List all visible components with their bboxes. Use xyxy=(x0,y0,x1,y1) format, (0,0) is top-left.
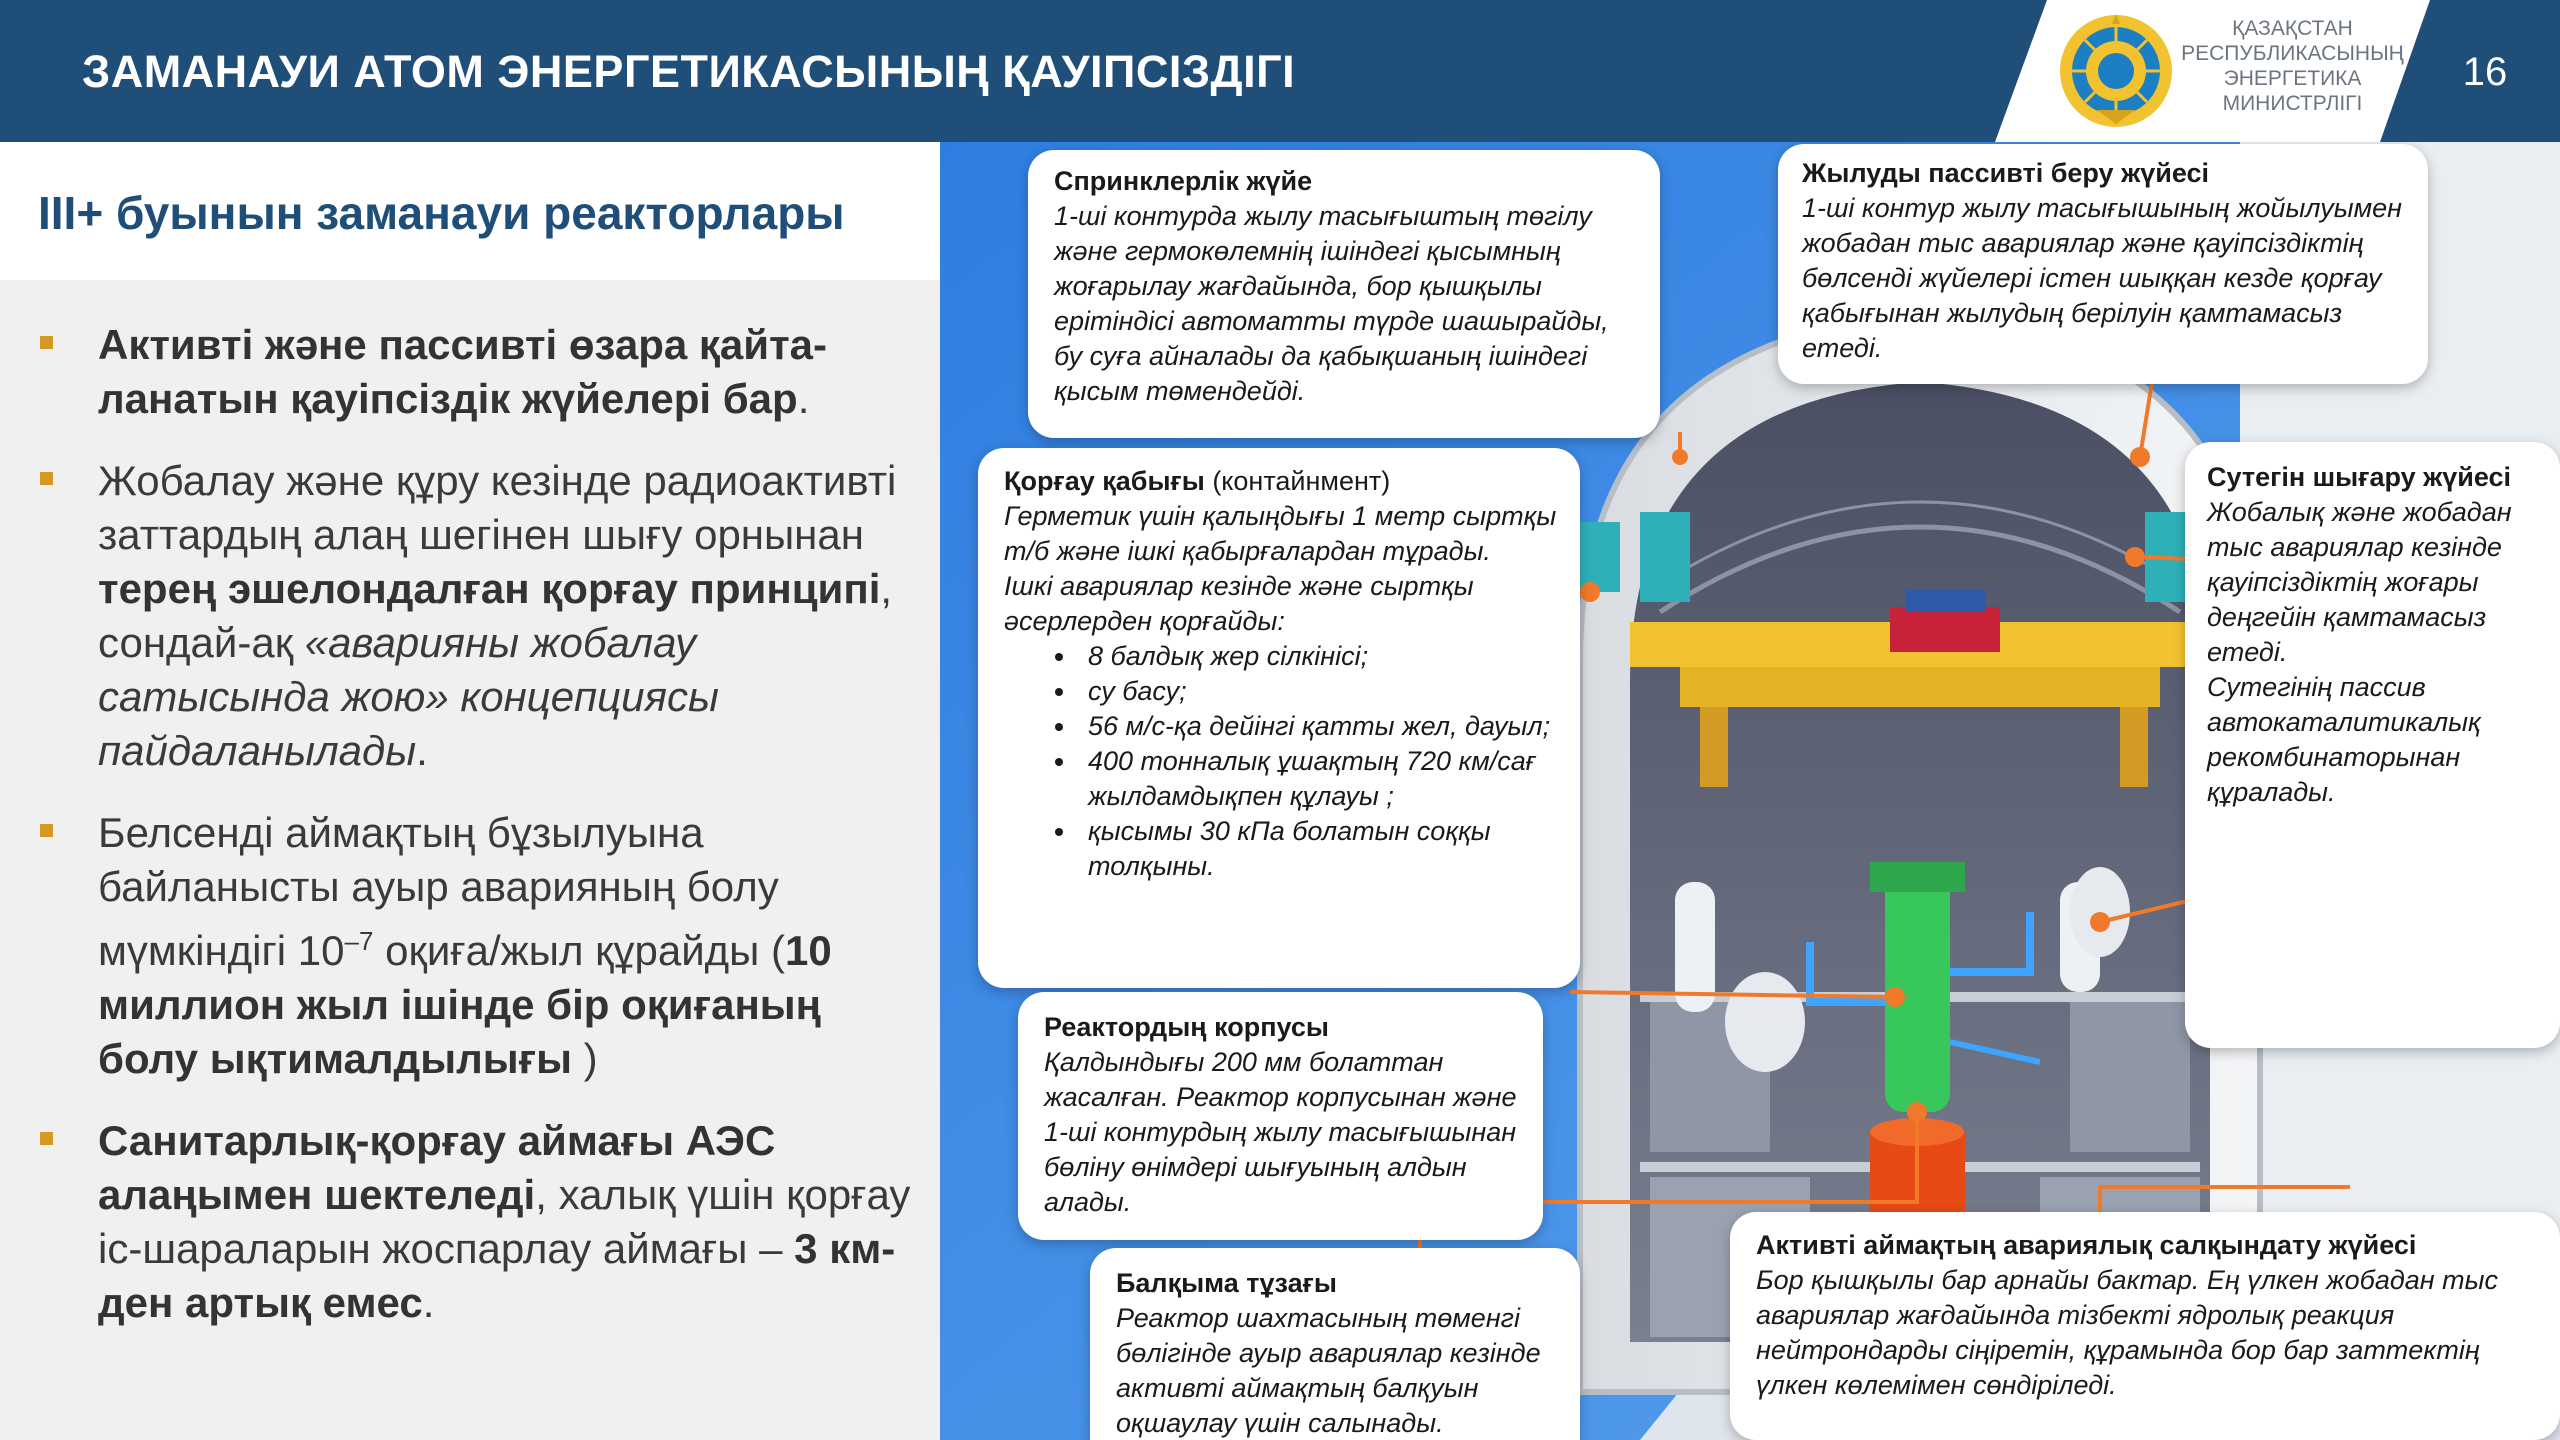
bullet-2-text: Жобалау және құру кезінде радиоактивті заттардың алаң шегінен шығу орнынан xyxy=(98,457,897,558)
callout-sprinkler-system xyxy=(1028,150,1660,438)
reactor-diagram xyxy=(940,142,2560,1440)
containment-hazard-list xyxy=(1004,639,1560,884)
bullet-3-text-2: оқиға/жыл құрайды ( xyxy=(373,927,786,974)
bullet-item-1 xyxy=(0,318,920,426)
slide-number: 16 xyxy=(2462,50,2508,94)
callout-body: Қалдындығы 200 мм болаттан жасалған. Реактор корпусынан және 1-ші контурдың жылу тасығышынан бөліну өнімдері шығуының алдын алады. xyxy=(1044,1047,1517,1217)
callout-title-extra: (контайнмент) xyxy=(1204,466,1391,496)
bullet-4-bold-2: 3 км-ден артық емес xyxy=(98,1225,896,1326)
bullet-2-italic: «аварияны жобалау сатысында жою» концепциясы пайдаланылады xyxy=(98,619,719,774)
callout-title: Сутегін шығару жүйесі xyxy=(2207,462,2512,492)
bullet-list xyxy=(0,318,920,1358)
bullet-2-text-2: , сондай-ақ xyxy=(98,565,893,666)
bullet-item-4 xyxy=(0,1114,920,1330)
callout-body: 1-ші контурда жылу тасығыштың төгілу және гермокөлемнің ішіндегі қысымның жоғарылау жағдайында, бор қышқылы ерітіндісі автоматты түрде шашырайды, бу суға айналады да қабықшаның ішіндегі қысым төмендейді. xyxy=(1054,201,1609,406)
bullet-4-bold: Санитарлық-қорғау аймағы АЭС алаңымен шектеледі xyxy=(98,1117,776,1218)
page-title: ЗАМАНАУИ АТОМ ЭНЕРГЕТИКАСЫНЫҢ ҚАУІПСІЗДІГІ xyxy=(82,46,1296,97)
callout-body: Бор қышқылы бар арнайы бактар. Ең үлкен жобадан тыс авариялар жағдайында тізбекті ядролық реакция нейтрондарды сіңіретін, құрамында бор бар заттектің үлкен көлемімен сөндіріледі. xyxy=(1756,1265,2499,1400)
ministry-line-4: МИНИСТРЛІГІ xyxy=(2222,92,2363,115)
callout-passive-heat-removal xyxy=(1778,144,2428,384)
bullet-1-bold: Активті және пассивті өзара қайталанатын қауіпсіздік жүйелері бар xyxy=(98,321,828,422)
callout-title: Активті аймақтың авариялық салқындату жүйесі xyxy=(1756,1230,2417,1260)
list-item: • су басу; xyxy=(1078,674,1560,709)
list-item: • 56 м/с-қа дейінгі қатты жел, дауыл; xyxy=(1078,709,1560,744)
ministry-line-2: РЕСПУБЛИКАСЫНЫҢ xyxy=(2181,42,2404,65)
callout-body: 1-ші контур жылу тасығышының жойылуымен жобадан тыс авариялар және қауіпсіздіктің бөлсенді жүйелері істен шыққан кезде қорғау қабығынан жылудың берілуін қамтамасыз етеді. xyxy=(1802,193,2402,363)
callout-containment xyxy=(978,448,1580,988)
callout-hydrogen-removal xyxy=(2185,442,2560,1048)
bullet-marker-icon xyxy=(40,824,53,837)
callout-title: Реактордың корпусы xyxy=(1044,1012,1329,1042)
callout-emergency-core-cooling xyxy=(1730,1212,2560,1440)
bullet-3-text: Белсенді аймақтың бұзылуына байланысты ауыр аварияның болу мүмкіндігі 10 xyxy=(98,809,779,974)
bullet-marker-icon xyxy=(40,1132,53,1145)
ministry-line-1: ҚАЗАҚСТАН xyxy=(2232,17,2353,40)
bullet-marker-icon xyxy=(40,472,53,485)
bullet-marker-icon xyxy=(40,336,53,349)
callout-core-catcher xyxy=(1090,1248,1580,1440)
bullet-item-2 xyxy=(0,454,920,778)
bullet-3-end: ) xyxy=(571,1035,598,1082)
section-subtitle: III+ буынын заманауи реакторлары xyxy=(38,187,845,239)
bullet-4-end: . xyxy=(422,1279,435,1326)
bullet-item-3 xyxy=(0,806,920,1086)
callout-body: Реактор шахтасының төменгі бөлігінде ауыр авариялар кезінде активті аймақтың балқуын оқшаулау үшін салынады. xyxy=(1116,1303,1541,1438)
ministry-line-3: ЭНЕРГЕТИКА xyxy=(2223,67,2362,90)
callout-title: Балқыма тұзағы xyxy=(1116,1268,1337,1298)
callout-title: Жылуды пассивті беру жүйесі xyxy=(1802,158,2210,188)
callout-title: Спринклерлік жүйе xyxy=(1054,166,1313,196)
list-item: • 400 тонналық ұшақтың 720 км/сағ жылдамдықпен құлауы ; xyxy=(1078,744,1560,814)
list-item: • қысымы 30 кПа болатын соққы толқыны. xyxy=(1078,814,1560,884)
bullet-2-bold: терең эшелондалған қорғау принципі xyxy=(98,565,881,612)
bullet-1-end: . xyxy=(797,375,810,422)
callout-body: Жобалық және жобадан тыс авариялар кезінде қауіпсіздіктің жоғары деңгейін қамтамасыз етеді. Сутегінің пассив автокаталитикалық рекомбинаторынан құралады. xyxy=(2207,497,2512,807)
callout-body: Герметик үшін қалыңдығы 1 метр сыртқы т/б және ішкі қабырғалардан тұрады. Ішкі авариялар кезінде және сыртқы әсерлерден қорғайды: xyxy=(1004,501,1557,636)
callout-reactor-vessel xyxy=(1018,992,1543,1240)
kazakhstan-emblem-icon xyxy=(2057,12,2175,130)
ministry-name xyxy=(2175,16,2410,116)
bullet-2-end: . xyxy=(416,727,428,774)
list-item: • 8 балдық жер сілкінісі; xyxy=(1078,639,1560,674)
bullet-4-text: , халық үшін қорғау іс-шараларын жоспарлау аймағы – xyxy=(98,1171,911,1272)
callout-title-main: Қорғау қабығы xyxy=(1004,466,1205,496)
bullet-3-exponent: –7 xyxy=(344,926,374,956)
callout-title xyxy=(1004,464,1560,499)
bullet-3-bold: 10 миллион жыл ішінде бір оқиғаның болу ықтималдылығы xyxy=(98,927,832,1082)
